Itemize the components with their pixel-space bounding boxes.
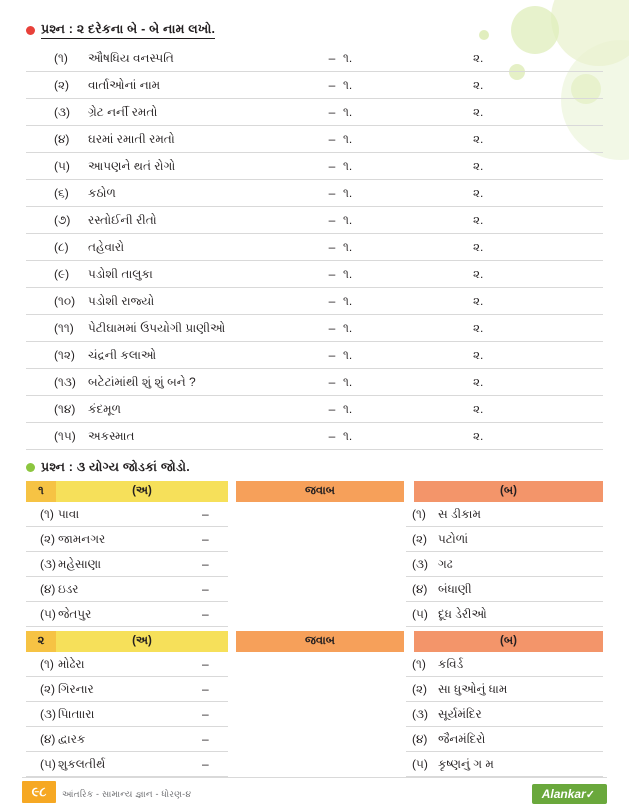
item-label: ઔષધિય વનસ્પતિ — [88, 50, 174, 65]
column-header-b: (બ) — [414, 631, 603, 652]
item-number: (૧૩) — [54, 374, 76, 389]
item-number: (૧૦) — [54, 293, 76, 308]
item-number: (૧) — [412, 506, 426, 521]
item-label: પાવા — [58, 506, 80, 521]
item-label: અકસ્માત — [88, 428, 135, 443]
item-label: દ્વારક — [58, 731, 86, 746]
item-dash: – — [328, 429, 336, 443]
match-row — [26, 677, 603, 702]
match-left-cell — [26, 727, 228, 752]
item-label: કૃષ્ણનું ગ મ — [438, 756, 494, 771]
match-row — [26, 552, 603, 577]
item-number: (૪) — [54, 131, 70, 146]
page-footer — [0, 773, 629, 809]
match-row — [26, 577, 603, 602]
answer-slot-2[interactable]: ૨. — [473, 401, 484, 416]
match-left-cell — [26, 502, 228, 527]
item-number: (૧) — [40, 656, 54, 671]
answer-slot-2[interactable]: ૨. — [473, 212, 484, 227]
bullet-icon — [26, 26, 35, 35]
match-left-cell — [26, 652, 228, 677]
answer-slot[interactable] — [228, 652, 406, 677]
match-right-cell — [406, 652, 603, 677]
match-row — [26, 652, 603, 677]
match-row — [26, 527, 603, 552]
answer-slot-2[interactable]: ૨. — [473, 293, 484, 308]
match-right-cell — [406, 502, 603, 527]
match-right-cell — [406, 602, 603, 627]
match-block-2 — [26, 631, 603, 777]
column-header-b: (બ) — [414, 481, 603, 502]
item-number: (૩) — [54, 104, 70, 119]
item-dash: – — [328, 186, 336, 200]
item-dash: – — [328, 159, 336, 173]
list-item — [26, 207, 603, 234]
item-number: (૭) — [54, 212, 71, 227]
question-2-title: પ્રશ્ન : ૨ દરેકના બે - બે નામ લખો. — [41, 22, 215, 39]
match-right-cell — [406, 577, 603, 602]
match-right-cell — [406, 552, 603, 577]
list-item — [26, 396, 603, 423]
bullet-icon — [26, 463, 35, 472]
item-label: દૂધ ડેરીઓ — [438, 606, 487, 621]
item-dash: – — [328, 375, 336, 389]
item-dash: – — [328, 402, 336, 416]
answer-slot-2[interactable]: ૨. — [473, 320, 484, 335]
item-number: (૪) — [40, 731, 56, 746]
answer-slot-1[interactable]: ૧. — [343, 266, 353, 281]
item-number: (૩) — [412, 556, 428, 571]
item-number: (૯) — [54, 266, 70, 281]
answer-slot[interactable] — [228, 702, 406, 727]
answer-slot-2[interactable]: ૨. — [473, 239, 484, 254]
item-number: (૧૨) — [54, 347, 75, 362]
item-dash: – — [202, 682, 209, 696]
item-label: પડોશી તાલુકા — [88, 266, 153, 281]
spacer — [228, 481, 236, 502]
item-label: સા ધુઓનું ધામ — [438, 681, 508, 696]
match-row — [26, 502, 603, 527]
item-dash: – — [202, 757, 209, 771]
list-item — [26, 423, 603, 450]
item-number: (૨) — [412, 681, 428, 696]
list-item — [26, 126, 603, 153]
answer-slot-1[interactable]: ૧. — [343, 239, 353, 254]
match-left-cell — [26, 577, 228, 602]
match-row — [26, 702, 603, 727]
item-label: આપણને થતં રોગો — [88, 158, 176, 173]
answer-slot-1[interactable]: ૧. — [343, 158, 353, 173]
item-dash: – — [328, 348, 336, 362]
list-item — [26, 315, 603, 342]
item-label: પટોળાં — [438, 531, 469, 546]
list-item — [26, 72, 603, 99]
answer-slot-1[interactable]: ૧. — [343, 77, 353, 92]
item-number: (૪) — [40, 581, 56, 596]
item-dash: – — [328, 294, 336, 308]
item-label: રસ્તોઈની રીતો — [88, 212, 157, 227]
answer-slot[interactable] — [228, 502, 406, 527]
item-dash: – — [328, 240, 336, 254]
answer-slot-1[interactable]: ૧. — [343, 347, 353, 362]
match-left-cell — [26, 552, 228, 577]
list-item — [26, 180, 603, 207]
spacer — [404, 481, 414, 502]
item-number: (૬) — [54, 185, 69, 200]
item-label: પડોશી રાજ્યો — [88, 293, 155, 308]
item-dash: – — [202, 732, 209, 746]
answer-slot-1[interactable]: ૧. — [343, 104, 353, 119]
list-item — [26, 99, 603, 126]
item-label: સૂર્યમંદિર — [438, 706, 482, 721]
match-row — [26, 727, 603, 752]
item-number: (૪) — [412, 581, 428, 596]
match-left-cell — [26, 677, 228, 702]
answer-slot-2[interactable]: ૨. — [473, 104, 484, 119]
item-dash: – — [202, 607, 209, 621]
item-dash: – — [202, 507, 209, 521]
answer-slot-1[interactable]: ૧. — [343, 293, 353, 308]
item-label: ગ્રેટ નર્ની રમતો — [88, 104, 158, 119]
item-number: (૨) — [40, 531, 56, 546]
list-item — [26, 342, 603, 369]
item-number: (૮) — [54, 239, 69, 254]
column-header-a: (અ) — [56, 481, 228, 502]
spacer — [404, 631, 414, 652]
item-dash: – — [202, 557, 209, 571]
block-index: ૨ — [26, 631, 56, 652]
item-number: (૩) — [412, 706, 428, 721]
item-number: (૨) — [412, 531, 428, 546]
item-label: જામનગર — [58, 531, 106, 546]
answer-slot[interactable] — [228, 552, 406, 577]
item-dash: – — [328, 267, 336, 281]
answer-slot-2[interactable]: ૨. — [473, 374, 484, 389]
brand-logo — [532, 784, 607, 804]
answer-slot-1[interactable]: ૧. — [343, 50, 353, 65]
list-item — [26, 153, 603, 180]
item-label: પેટીઘામમાં ઉપયોગી પ્રાણીઓ — [88, 320, 226, 335]
answer-slot-1[interactable]: ૧. — [343, 320, 353, 335]
item-label: ઇડર — [58, 581, 79, 596]
answer-slot[interactable] — [228, 527, 406, 552]
item-dash: – — [202, 707, 209, 721]
match-right-cell — [406, 527, 603, 552]
item-number: (૫) — [54, 158, 70, 173]
item-label: પાિતાારા — [58, 706, 95, 721]
item-label: કવિર્ડ — [438, 656, 464, 671]
item-number: (૧) — [54, 50, 68, 65]
item-label: વાર્તાઓનાં નામ — [88, 77, 161, 92]
match-header-row — [26, 631, 603, 652]
footer-caption: આંતરિક - સામાન્ય જ્ઞાન - ધોરણ-૪ — [62, 789, 192, 799]
match-right-cell — [406, 677, 603, 702]
item-label: જેતપુર — [58, 606, 92, 621]
item-number: (૧૫) — [54, 428, 76, 443]
item-label: સ ડીકામ — [438, 506, 481, 521]
match-right-cell — [406, 727, 603, 752]
item-number: (૫) — [40, 606, 56, 621]
match-left-cell — [26, 527, 228, 552]
item-label: ઘરમાં રમાતી રમતો — [88, 131, 175, 146]
answer-slot[interactable] — [228, 577, 406, 602]
question-3-title: પ્રશ્ન : ૩ યોગ્ય જોડકાં જોડો. — [41, 460, 190, 474]
item-dash: – — [202, 582, 209, 596]
list-item — [26, 45, 603, 72]
question-3-heading — [26, 460, 603, 475]
answer-slot-1[interactable]: ૧. — [343, 428, 353, 443]
answer-slot-1[interactable]: ૧. — [343, 212, 353, 227]
item-dash: – — [328, 51, 336, 65]
answer-slot[interactable] — [228, 677, 406, 702]
item-label: તહેવારો — [88, 239, 125, 254]
item-dash: – — [328, 78, 336, 92]
item-number: (૫) — [412, 606, 428, 621]
item-label: મહેસાણા — [58, 556, 102, 571]
column-header-answer: જવાબ — [236, 481, 404, 502]
answer-slot-2[interactable]: ૨. — [473, 77, 484, 92]
item-label: બંધાણી — [438, 581, 472, 596]
column-header-answer: જવાબ — [236, 631, 404, 652]
answer-slot-2[interactable]: ૨. — [473, 347, 484, 362]
answer-slot-2[interactable]: ૨. — [473, 185, 484, 200]
item-number: (૩) — [40, 706, 56, 721]
list-item — [26, 261, 603, 288]
item-number: (૧૪) — [54, 401, 76, 416]
answer-slot-1[interactable]: ૧. — [343, 131, 353, 146]
item-dash: – — [328, 213, 336, 227]
item-dash: – — [202, 657, 209, 671]
match-block-1 — [26, 481, 603, 627]
item-label: ગિરનાર — [58, 681, 94, 696]
item-label: ગઢ — [438, 556, 453, 571]
item-label: બટેટાંમાંથી શું શું બને ? — [88, 374, 196, 389]
item-dash: – — [328, 105, 336, 119]
item-number: (૧) — [412, 656, 426, 671]
list-item — [26, 288, 603, 315]
answer-slot-2[interactable]: ૨. — [473, 158, 484, 173]
item-number: (૫) — [412, 756, 428, 771]
brand-mark-icon: ✓ — [585, 789, 595, 801]
answer-slot[interactable] — [228, 727, 406, 752]
match-left-cell — [26, 702, 228, 727]
item-number: (૩) — [40, 556, 56, 571]
page-number: ૯૮ — [22, 781, 56, 803]
match-row — [26, 602, 603, 627]
match-left-cell — [26, 602, 228, 627]
question-2-list — [26, 45, 603, 450]
footer-divider — [22, 777, 607, 778]
item-number: (૪) — [412, 731, 428, 746]
item-number: (૧) — [40, 506, 54, 521]
answer-slot-2[interactable]: ૨. — [473, 428, 484, 443]
answer-slot-2[interactable]: ૨. — [473, 131, 484, 146]
question-2-heading — [26, 22, 603, 39]
answer-slot-2[interactable]: ૨. — [473, 266, 484, 281]
item-dash: – — [328, 132, 336, 146]
list-item — [26, 369, 603, 396]
item-label: શુકલતીર્થ — [58, 756, 106, 771]
item-number: (૨) — [40, 681, 56, 696]
item-number: (૨) — [54, 77, 70, 92]
item-label: કઠોળ — [88, 185, 116, 200]
list-item — [26, 234, 603, 261]
item-dash: – — [202, 532, 209, 546]
item-label: ચંદ્રની કલાઓ — [88, 347, 157, 362]
item-number: (૧૧) — [54, 320, 74, 335]
item-label: કંદમૂળ — [88, 401, 122, 416]
answer-slot-1[interactable]: ૧. — [343, 185, 353, 200]
spacer — [228, 631, 236, 652]
match-header-row — [26, 481, 603, 502]
answer-slot[interactable] — [228, 602, 406, 627]
item-dash: – — [328, 321, 336, 335]
item-label: જૈનમંદિરો — [438, 731, 486, 746]
answer-slot-1[interactable]: ૧. — [343, 401, 353, 416]
column-header-a: (અ) — [56, 631, 228, 652]
item-number: (૫) — [40, 756, 56, 771]
match-right-cell — [406, 702, 603, 727]
answer-slot-1[interactable]: ૧. — [343, 374, 353, 389]
brand-name: Alankar — [541, 787, 586, 801]
answer-slot-2[interactable]: ૨. — [473, 50, 484, 65]
item-label: મોઢેરા — [58, 656, 85, 671]
block-index: ૧ — [26, 481, 56, 502]
